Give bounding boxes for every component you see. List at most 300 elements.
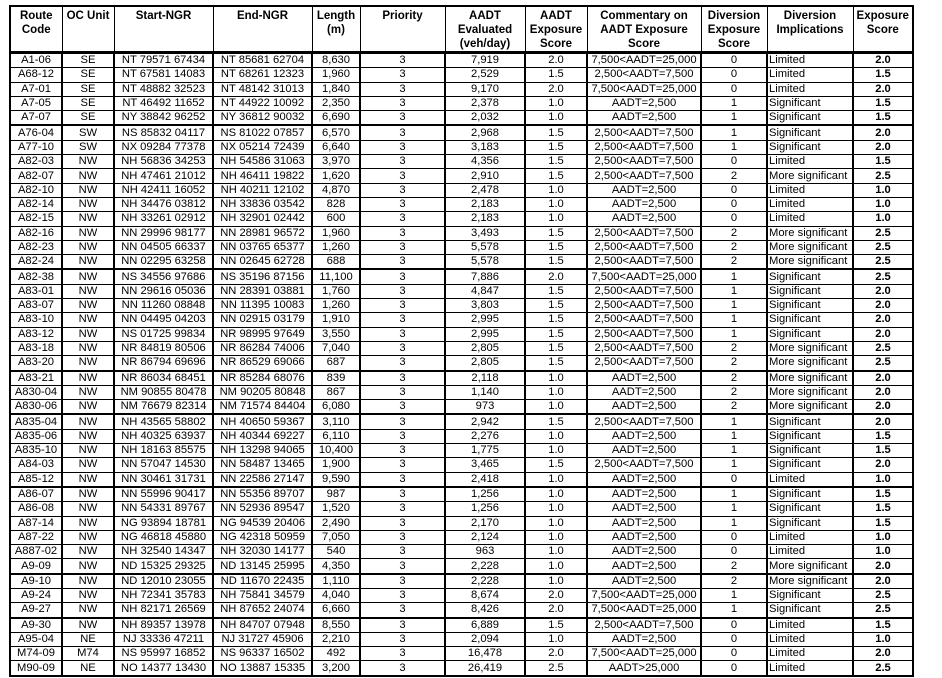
cell-aadt-evaluated: 1,775 <box>445 444 525 458</box>
cell-priority: 3 <box>360 96 445 110</box>
cell-end-ngr: NN 03765 65377 <box>213 240 312 254</box>
cell-end-ngr: NH 75841 34579 <box>213 588 312 602</box>
cell-length: 1,900 <box>312 458 360 472</box>
cell-start-ngr: NS 85832 04117 <box>114 125 213 140</box>
table-row <box>10 371 913 386</box>
cell-start-ngr: NS 01725 99834 <box>114 327 213 341</box>
cell-diversion-implications: Limited <box>767 661 853 676</box>
cell-commentary: 2,500<AADT=7,500 <box>587 299 701 313</box>
cell-diversion-exposure-score: 1 <box>701 299 767 313</box>
cell-diversion-exposure-score: 1 <box>701 458 767 472</box>
cell-oc-unit: NW <box>62 371 114 386</box>
cell-commentary: 7,500<AADT=25,000 <box>587 588 701 602</box>
cell-diversion-implications: Significant <box>767 111 853 126</box>
table-row <box>10 385 913 399</box>
cell-aadt-exposure-score: 1.5 <box>525 284 587 298</box>
cell-oc-unit: NW <box>62 487 114 502</box>
cell-start-ngr: NH 89357 13978 <box>114 618 213 633</box>
cell-oc-unit: NW <box>62 545 114 559</box>
cell-commentary: AADT=2,500 <box>587 472 701 487</box>
cell-route-code: M90-09 <box>10 661 62 676</box>
cell-commentary: AADT=2,500 <box>587 111 701 126</box>
cell-start-ngr: NS 95997 16852 <box>114 647 213 661</box>
cell-diversion-implications: Significant <box>767 313 853 327</box>
cell-length: 1,960 <box>312 226 360 240</box>
cell-length: 1,110 <box>312 574 360 589</box>
table-row <box>10 269 913 284</box>
cell-commentary: 2,500<AADT=7,500 <box>587 341 701 355</box>
cell-start-ngr: NN 02295 63258 <box>114 255 213 270</box>
cell-end-ngr: NN 52936 89547 <box>213 502 312 516</box>
cell-route-code: A7-01 <box>10 82 62 96</box>
cell-oc-unit: NW <box>62 197 114 211</box>
cell-route-code: A82-24 <box>10 255 62 270</box>
table-row <box>10 356 913 371</box>
cell-commentary: AADT=2,500 <box>587 197 701 211</box>
cell-exposure-score: 2.5 <box>853 661 913 676</box>
cell-exposure-score: 2.0 <box>853 371 913 386</box>
cell-diversion-implications: Significant <box>767 414 853 429</box>
cell-diversion-exposure-score: 0 <box>701 155 767 169</box>
cell-end-ngr: NG 42318 50959 <box>213 530 312 544</box>
cell-aadt-evaluated: 2,968 <box>445 125 525 140</box>
cell-commentary: AADT=2,500 <box>587 444 701 458</box>
cell-priority: 3 <box>360 400 445 415</box>
cell-start-ngr: NT 46492 11652 <box>114 96 213 110</box>
cell-diversion-implications: More significant <box>767 356 853 371</box>
cell-commentary: AADT=2,500 <box>587 212 701 226</box>
cell-end-ngr: NT 85681 62704 <box>213 53 312 68</box>
cell-length: 492 <box>312 647 360 661</box>
cell-exposure-score: 1.0 <box>853 472 913 487</box>
table-row <box>10 458 913 472</box>
cell-diversion-implications: More significant <box>767 341 853 355</box>
cell-exposure-score: 2.0 <box>853 574 913 589</box>
cell-diversion-exposure-score: 0 <box>701 472 767 487</box>
cell-diversion-implications: Significant <box>767 588 853 602</box>
cell-commentary: 7,500<AADT=25,000 <box>587 53 701 68</box>
cell-end-ngr: NO 13887 15335 <box>213 661 312 676</box>
cell-start-ngr: NN 55996 90417 <box>114 487 213 502</box>
cell-priority: 3 <box>360 255 445 270</box>
cell-end-ngr: NH 32901 02442 <box>213 212 312 226</box>
cell-length: 3,110 <box>312 414 360 429</box>
cell-start-ngr: NH 32540 14347 <box>114 545 213 559</box>
cell-commentary: 2,500<AADT=7,500 <box>587 240 701 254</box>
cell-commentary: 2,500<AADT=7,500 <box>587 155 701 169</box>
cell-diversion-exposure-score: 0 <box>701 661 767 676</box>
cell-priority: 3 <box>360 356 445 371</box>
cell-diversion-implications: More significant <box>767 226 853 240</box>
cell-length: 2,210 <box>312 632 360 646</box>
cell-length: 828 <box>312 197 360 211</box>
cell-diversion-exposure-score: 2 <box>701 574 767 589</box>
cell-commentary: 2,500<AADT=7,500 <box>587 125 701 140</box>
table-row <box>10 299 913 313</box>
cell-diversion-implications: More significant <box>767 240 853 254</box>
cell-commentary: AADT=2,500 <box>587 400 701 415</box>
cell-route-code: A9-27 <box>10 603 62 618</box>
cell-priority: 3 <box>360 371 445 386</box>
cell-commentary: AADT=2,500 <box>587 632 701 646</box>
table-row <box>10 82 913 96</box>
cell-end-ngr: NM 71574 84404 <box>213 400 312 415</box>
cell-aadt-evaluated: 2,378 <box>445 96 525 110</box>
table-row <box>10 155 913 169</box>
cell-aadt-exposure-score: 1.5 <box>525 414 587 429</box>
table-row <box>10 618 913 633</box>
table-row <box>10 197 913 211</box>
cell-oc-unit: NW <box>62 502 114 516</box>
cell-start-ngr: NM 76679 82314 <box>114 400 213 415</box>
cell-oc-unit: SE <box>62 68 114 82</box>
cell-start-ngr: NN 29996 98177 <box>114 226 213 240</box>
cell-oc-unit: NW <box>62 588 114 602</box>
cell-exposure-score: 2.0 <box>853 284 913 298</box>
cell-oc-unit: NW <box>62 618 114 633</box>
table-row <box>10 169 913 183</box>
cell-diversion-exposure-score: 0 <box>701 68 767 82</box>
cell-diversion-exposure-score: 1 <box>701 502 767 516</box>
cell-aadt-exposure-score: 1.0 <box>525 111 587 126</box>
cell-aadt-exposure-score: 1.5 <box>525 313 587 327</box>
cell-priority: 3 <box>360 574 445 589</box>
cell-diversion-exposure-score: 1 <box>701 313 767 327</box>
cell-priority: 3 <box>360 618 445 633</box>
cell-start-ngr: NY 38842 96252 <box>114 111 213 126</box>
cell-commentary: 2,500<AADT=7,500 <box>587 169 701 183</box>
cell-diversion-exposure-score: 1 <box>701 414 767 429</box>
cell-diversion-exposure-score: 1 <box>701 429 767 443</box>
cell-route-code: A83-12 <box>10 327 62 341</box>
cell-aadt-exposure-score: 1.0 <box>525 444 587 458</box>
cell-aadt-evaluated: 9,170 <box>445 82 525 96</box>
cell-exposure-score: 1.0 <box>853 545 913 559</box>
cell-aadt-evaluated: 2,910 <box>445 169 525 183</box>
cell-aadt-evaluated: 4,847 <box>445 284 525 298</box>
cell-length: 3,200 <box>312 661 360 676</box>
cell-start-ngr: NH 56836 34253 <box>114 155 213 169</box>
cell-aadt-exposure-score: 1.0 <box>525 632 587 646</box>
cell-exposure-score: 2.0 <box>853 140 913 154</box>
cell-diversion-implications: Limited <box>767 183 853 197</box>
cell-aadt-evaluated: 2,094 <box>445 632 525 646</box>
cell-oc-unit: SW <box>62 125 114 140</box>
cell-start-ngr: NT 48882 32523 <box>114 82 213 96</box>
cell-exposure-score: 1.0 <box>853 632 913 646</box>
cell-route-code: A82-03 <box>10 155 62 169</box>
cell-commentary: AADT>25,000 <box>587 661 701 676</box>
cell-aadt-evaluated: 2,805 <box>445 356 525 371</box>
cell-end-ngr: NH 84707 07948 <box>213 618 312 633</box>
cell-aadt-evaluated: 2,183 <box>445 212 525 226</box>
route-exposure-table <box>9 5 914 677</box>
cell-diversion-exposure-score: 2 <box>701 559 767 574</box>
cell-length: 540 <box>312 545 360 559</box>
cell-commentary: AADT=2,500 <box>587 516 701 530</box>
cell-end-ngr: NN 28391 03881 <box>213 284 312 298</box>
cell-commentary: AADT=2,500 <box>587 487 701 502</box>
cell-exposure-score: 1.0 <box>853 212 913 226</box>
cell-aadt-evaluated: 2,228 <box>445 559 525 574</box>
cell-aadt-evaluated: 1,256 <box>445 502 525 516</box>
cell-aadt-exposure-score: 1.5 <box>525 68 587 82</box>
cell-diversion-exposure-score: 1 <box>701 487 767 502</box>
cell-start-ngr: NX 09284 77378 <box>114 140 213 154</box>
cell-commentary: 2,500<AADT=7,500 <box>587 327 701 341</box>
cell-aadt-exposure-score: 1.5 <box>525 327 587 341</box>
cell-length: 4,040 <box>312 588 360 602</box>
cell-route-code: A83-10 <box>10 313 62 327</box>
cell-aadt-exposure-score: 1.5 <box>525 341 587 355</box>
cell-route-code: A82-16 <box>10 226 62 240</box>
cell-length: 6,690 <box>312 111 360 126</box>
table-row <box>10 140 913 154</box>
cell-oc-unit: NW <box>62 155 114 169</box>
cell-exposure-score: 1.5 <box>853 68 913 82</box>
cell-diversion-exposure-score: 1 <box>701 327 767 341</box>
header-oc-unit: OC Unit <box>62 6 114 53</box>
cell-oc-unit: NW <box>62 169 114 183</box>
cell-start-ngr: NH 47461 21012 <box>114 169 213 183</box>
cell-priority: 3 <box>360 155 445 169</box>
cell-aadt-evaluated: 973 <box>445 400 525 415</box>
table-row <box>10 255 913 270</box>
cell-diversion-exposure-score: 1 <box>701 284 767 298</box>
cell-commentary: AADT=2,500 <box>587 559 701 574</box>
cell-exposure-score: 1.5 <box>853 96 913 110</box>
cell-commentary: AADT=2,500 <box>587 371 701 386</box>
cell-aadt-evaluated: 7,886 <box>445 269 525 284</box>
cell-commentary: 2,500<AADT=7,500 <box>587 356 701 371</box>
header-length: Length (m) <box>312 6 360 53</box>
table-row <box>10 125 913 140</box>
cell-oc-unit: NW <box>62 444 114 458</box>
cell-end-ngr: NS 35196 87156 <box>213 269 312 284</box>
cell-aadt-exposure-score: 1.0 <box>525 197 587 211</box>
cell-start-ngr: NN 29616 05036 <box>114 284 213 298</box>
cell-exposure-score: 2.0 <box>853 559 913 574</box>
cell-oc-unit: SE <box>62 53 114 68</box>
cell-diversion-exposure-score: 0 <box>701 618 767 633</box>
cell-priority: 3 <box>360 530 445 544</box>
cell-oc-unit: SE <box>62 82 114 96</box>
cell-route-code: A82-38 <box>10 269 62 284</box>
cell-diversion-exposure-score: 1 <box>701 111 767 126</box>
cell-diversion-exposure-score: 0 <box>701 82 767 96</box>
cell-length: 1,840 <box>312 82 360 96</box>
table-row <box>10 327 913 341</box>
table-row <box>10 502 913 516</box>
cell-route-code: A1-06 <box>10 53 62 68</box>
cell-priority: 3 <box>360 226 445 240</box>
cell-length: 1,620 <box>312 169 360 183</box>
cell-aadt-exposure-score: 2.5 <box>525 661 587 676</box>
cell-diversion-implications: Limited <box>767 647 853 661</box>
cell-aadt-evaluated: 1,256 <box>445 487 525 502</box>
cell-end-ngr: NR 86529 69066 <box>213 356 312 371</box>
cell-oc-unit: NW <box>62 226 114 240</box>
cell-exposure-score: 2.5 <box>853 269 913 284</box>
cell-oc-unit: NW <box>62 284 114 298</box>
cell-end-ngr: NS 81022 07857 <box>213 125 312 140</box>
cell-end-ngr: NH 46411 19822 <box>213 169 312 183</box>
cell-exposure-score: 2.5 <box>853 169 913 183</box>
cell-length: 7,040 <box>312 341 360 355</box>
cell-priority: 3 <box>360 487 445 502</box>
cell-exposure-score: 1.0 <box>853 183 913 197</box>
cell-aadt-evaluated: 7,919 <box>445 53 525 68</box>
cell-diversion-implications: More significant <box>767 255 853 270</box>
cell-exposure-score: 1.5 <box>853 155 913 169</box>
cell-end-ngr: NH 87652 24074 <box>213 603 312 618</box>
cell-end-ngr: NH 40211 12102 <box>213 183 312 197</box>
cell-diversion-implications: Limited <box>767 155 853 169</box>
cell-oc-unit: SW <box>62 140 114 154</box>
cell-priority: 3 <box>360 429 445 443</box>
cell-diversion-implications: Significant <box>767 502 853 516</box>
cell-oc-unit: NW <box>62 603 114 618</box>
cell-start-ngr: NN 30461 31731 <box>114 472 213 487</box>
cell-exposure-score: 2.5 <box>853 226 913 240</box>
cell-length: 6,660 <box>312 603 360 618</box>
cell-commentary: 2,500<AADT=7,500 <box>587 68 701 82</box>
cell-route-code: A87-22 <box>10 530 62 544</box>
table-row <box>10 574 913 589</box>
cell-priority: 3 <box>360 559 445 574</box>
cell-oc-unit: NE <box>62 632 114 646</box>
cell-route-code: A83-18 <box>10 341 62 355</box>
cell-commentary: AADT=2,500 <box>587 183 701 197</box>
cell-commentary: 2,500<AADT=7,500 <box>587 313 701 327</box>
cell-length: 8,550 <box>312 618 360 633</box>
cell-aadt-evaluated: 5,578 <box>445 240 525 254</box>
cell-diversion-implications: Limited <box>767 197 853 211</box>
cell-length: 3,550 <box>312 327 360 341</box>
cell-oc-unit: NW <box>62 458 114 472</box>
cell-aadt-exposure-score: 1.0 <box>525 183 587 197</box>
cell-aadt-exposure-score: 1.5 <box>525 299 587 313</box>
cell-start-ngr: NR 86794 69696 <box>114 356 213 371</box>
table-row <box>10 603 913 618</box>
cell-length: 4,870 <box>312 183 360 197</box>
cell-diversion-exposure-score: 0 <box>701 632 767 646</box>
cell-diversion-exposure-score: 1 <box>701 444 767 458</box>
cell-route-code: A77-10 <box>10 140 62 154</box>
cell-aadt-exposure-score: 1.0 <box>525 574 587 589</box>
cell-oc-unit: NW <box>62 530 114 544</box>
cell-end-ngr: NY 36812 90032 <box>213 111 312 126</box>
cell-route-code: A83-07 <box>10 299 62 313</box>
cell-exposure-score: 2.0 <box>853 647 913 661</box>
table-row <box>10 444 913 458</box>
cell-diversion-implications: Significant <box>767 458 853 472</box>
cell-end-ngr: NX 05214 72439 <box>213 140 312 154</box>
cell-priority: 3 <box>360 212 445 226</box>
table-body <box>10 53 913 676</box>
header-exposure-score: Exposure Score <box>853 6 913 53</box>
cell-start-ngr: ND 15325 29325 <box>114 559 213 574</box>
table-row <box>10 341 913 355</box>
cell-oc-unit: NW <box>62 183 114 197</box>
cell-exposure-score: 2.5 <box>853 240 913 254</box>
cell-diversion-exposure-score: 2 <box>701 371 767 386</box>
table-row <box>10 284 913 298</box>
cell-aadt-exposure-score: 1.0 <box>525 545 587 559</box>
cell-start-ngr: NH 43565 58802 <box>114 414 213 429</box>
cell-aadt-exposure-score: 2.0 <box>525 82 587 96</box>
cell-aadt-exposure-score: 1.0 <box>525 96 587 110</box>
cell-start-ngr: NH 34476 03812 <box>114 197 213 211</box>
cell-aadt-exposure-score: 1.0 <box>525 212 587 226</box>
cell-diversion-implications: Significant <box>767 96 853 110</box>
cell-diversion-implications: Limited <box>767 53 853 68</box>
cell-diversion-exposure-score: 0 <box>701 212 767 226</box>
cell-diversion-implications: More significant <box>767 385 853 399</box>
cell-aadt-exposure-score: 2.0 <box>525 588 587 602</box>
cell-exposure-score: 2.5 <box>853 255 913 270</box>
cell-diversion-exposure-score: 0 <box>701 530 767 544</box>
cell-aadt-evaluated: 2,276 <box>445 429 525 443</box>
cell-route-code: A85-12 <box>10 472 62 487</box>
cell-oc-unit: NW <box>62 240 114 254</box>
cell-exposure-score: 2.0 <box>853 82 913 96</box>
table-row <box>10 545 913 559</box>
cell-priority: 3 <box>360 341 445 355</box>
cell-commentary: AADT=2,500 <box>587 502 701 516</box>
cell-commentary: 7,500<AADT=25,000 <box>587 269 701 284</box>
cell-aadt-evaluated: 2,942 <box>445 414 525 429</box>
cell-aadt-exposure-score: 1.5 <box>525 155 587 169</box>
table-row <box>10 226 913 240</box>
cell-length: 600 <box>312 212 360 226</box>
cell-end-ngr: NN 55356 89707 <box>213 487 312 502</box>
cell-priority: 3 <box>360 269 445 284</box>
cell-route-code: A835-04 <box>10 414 62 429</box>
cell-diversion-exposure-score: 0 <box>701 545 767 559</box>
cell-aadt-exposure-score: 1.5 <box>525 618 587 633</box>
cell-start-ngr: NR 84819 80506 <box>114 341 213 355</box>
cell-route-code: A830-06 <box>10 400 62 415</box>
cell-length: 839 <box>312 371 360 386</box>
cell-length: 1,960 <box>312 68 360 82</box>
cell-route-code: A83-01 <box>10 284 62 298</box>
cell-route-code: A9-24 <box>10 588 62 602</box>
table-row <box>10 212 913 226</box>
header-commentary: Commentary on AADT Exposure Score <box>587 6 701 53</box>
cell-length: 687 <box>312 356 360 371</box>
cell-length: 9,590 <box>312 472 360 487</box>
cell-diversion-implications: Significant <box>767 299 853 313</box>
cell-priority: 3 <box>360 111 445 126</box>
table-row <box>10 632 913 646</box>
cell-priority: 3 <box>360 385 445 399</box>
cell-oc-unit: NW <box>62 516 114 530</box>
cell-diversion-exposure-score: 1 <box>701 269 767 284</box>
cell-length: 867 <box>312 385 360 399</box>
cell-exposure-score: 1.5 <box>853 111 913 126</box>
cell-start-ngr: NN 11260 08848 <box>114 299 213 313</box>
cell-length: 1,260 <box>312 299 360 313</box>
cell-length: 1,910 <box>312 313 360 327</box>
cell-exposure-score: 2.5 <box>853 603 913 618</box>
cell-diversion-implications: Limited <box>767 545 853 559</box>
cell-diversion-implications: Significant <box>767 269 853 284</box>
cell-route-code: A7-05 <box>10 96 62 110</box>
cell-aadt-exposure-score: 1.5 <box>525 125 587 140</box>
cell-length: 1,520 <box>312 502 360 516</box>
cell-length: 6,110 <box>312 429 360 443</box>
